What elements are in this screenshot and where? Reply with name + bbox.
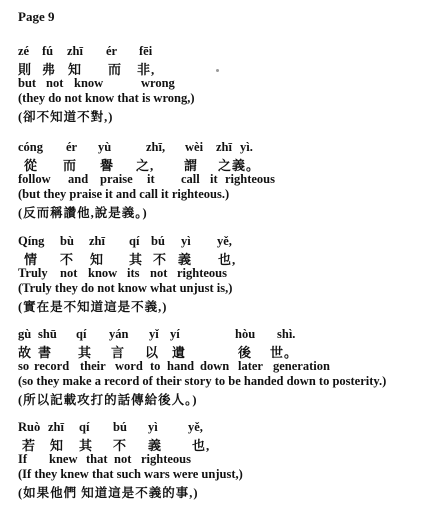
hanzi-char: 弗: [42, 62, 57, 77]
pinyin-word: yì.: [240, 140, 253, 154]
gloss-word: Truly: [18, 266, 48, 280]
hanzi-char: 之,: [136, 158, 155, 173]
hanzi-char: 其: [79, 438, 94, 453]
gloss-word: that: [86, 452, 108, 466]
gloss-word: their: [80, 359, 106, 373]
chinese-paraphrase-text: (如果他們 知道這是不義的事,): [18, 486, 199, 500]
pinyin-word: bú: [151, 234, 165, 248]
hanzi-char: 不: [113, 438, 128, 453]
paraphrase-text: (they do not know that is wrong,): [18, 91, 195, 105]
pinyin-word: bú: [113, 420, 127, 434]
hanzi-char: 不: [60, 252, 75, 267]
gloss-word: not: [114, 452, 132, 466]
hanzi-char: 譽: [100, 158, 115, 173]
gloss-word: to: [150, 359, 161, 373]
chinese-paraphrase-text: (所以記載攻打的話傳給後人。): [18, 393, 198, 407]
pinyin-word: qí: [129, 234, 140, 248]
hanzi-char: 從: [24, 158, 39, 173]
gloss-word: follow: [18, 172, 51, 186]
pinyin-word: fēi: [139, 44, 153, 58]
gloss-word: knew: [49, 452, 78, 466]
pinyin-word: yě,: [188, 420, 203, 434]
pinyin-word: zhī: [48, 420, 64, 434]
gloss-word: righteous: [177, 266, 227, 280]
hanzi-char: 之義。: [218, 158, 261, 173]
pinyin-word: shū: [38, 327, 57, 341]
gloss-word: not: [46, 76, 64, 90]
gloss-word: hand: [167, 359, 195, 373]
hanzi-char: 知: [50, 438, 65, 453]
gloss-word: but: [18, 76, 37, 90]
gloss-word: it: [147, 172, 155, 186]
paraphrase-text: (If they knew that such wars were unjust,): [18, 467, 243, 481]
hanzi-char: 而: [108, 62, 123, 77]
pinyin-word: wèi: [185, 140, 204, 154]
pinyin-word: shì.: [277, 327, 296, 341]
gloss-word: praise: [100, 172, 133, 186]
pinyin-word: zhī,: [146, 140, 166, 154]
pinyin-word: bù: [60, 234, 74, 248]
hanzi-char: 遺: [172, 345, 187, 360]
hanzi-char: 則: [18, 62, 33, 77]
pinyin-word: qí: [79, 420, 90, 434]
hanzi-char: 以: [145, 345, 160, 360]
pinyin-word: yǐ: [149, 327, 159, 341]
pinyin-word: ér: [66, 140, 78, 154]
pinyin-word: yě,: [217, 234, 232, 248]
pinyin-word: gù: [18, 327, 32, 341]
hanzi-char: 情: [24, 252, 39, 267]
pinyin-word: zhī: [67, 44, 83, 58]
hanzi-char: 謂: [184, 158, 199, 173]
pinyin-word: yí: [170, 327, 180, 341]
gloss-word: not: [150, 266, 168, 280]
pinyin-word: hòu: [235, 327, 256, 341]
gloss-word: later: [238, 359, 263, 373]
pinyin-word: fú: [42, 44, 54, 58]
paraphrase-text: (so they make a record of their story to be handed down to posterity.): [18, 374, 387, 388]
gloss-word: wrong: [141, 76, 175, 90]
hanzi-char: 言: [111, 345, 126, 360]
gloss-word: record: [34, 359, 70, 373]
page-number-label: Page 9: [18, 9, 55, 24]
gloss-word: and: [68, 172, 89, 186]
gloss-word: know: [88, 266, 118, 280]
pinyin-word: cóng: [18, 140, 43, 154]
hanzi-char: 其: [78, 345, 93, 360]
hanzi-char: 後: [238, 345, 253, 360]
hanzi-char: 其: [129, 252, 144, 267]
gloss-word: it: [210, 172, 218, 186]
chinese-paraphrase-text: (反而稱讚他,說是義。): [18, 206, 148, 220]
pinyin-word: ér: [106, 44, 118, 58]
hanzi-char: 知: [90, 252, 105, 267]
paraphrase-text: (but they praise it and call it righteous.): [18, 187, 230, 201]
paraphrase-text: (Truly they do not know what unjust is,): [18, 281, 233, 295]
pinyin-word: yán: [109, 327, 129, 341]
hanzi-char: 知: [68, 62, 83, 77]
gloss-word: call: [181, 172, 200, 186]
chinese-paraphrase-text: (卻不知道不對,): [18, 110, 114, 124]
hanzi-char: 故: [18, 345, 33, 360]
gloss-word: its: [127, 266, 140, 280]
gloss-word: so: [18, 359, 30, 373]
gloss-word: know: [74, 76, 104, 90]
pinyin-word: qí: [76, 327, 87, 341]
hanzi-char: 也,: [218, 252, 237, 267]
pinyin-word: zhī: [89, 234, 105, 248]
gloss-word: generation: [273, 359, 330, 373]
pinyin-word: zhī: [216, 140, 232, 154]
gloss-word: down: [200, 359, 230, 373]
gloss-word: righteous: [141, 452, 191, 466]
chinese-paraphrase-text: (實在是不知道這是不義,): [18, 300, 168, 314]
scan-speck: [216, 69, 219, 72]
hanzi-char: 義: [178, 252, 193, 267]
hanzi-char: 也,: [192, 438, 211, 453]
pinyin-word: yù: [98, 140, 112, 154]
pinyin-word: yì: [181, 234, 191, 248]
gloss-word: If: [18, 452, 28, 466]
pinyin-word: zé: [18, 44, 30, 58]
gloss-word: word: [115, 359, 143, 373]
hanzi-char: 不: [153, 252, 168, 267]
gloss-word: not: [60, 266, 78, 280]
hanzi-char: 而: [63, 158, 78, 173]
hanzi-char: 世。: [270, 345, 299, 360]
hanzi-char: 書: [38, 345, 53, 360]
hanzi-char: 若: [22, 438, 37, 453]
pinyin-word: Ruò: [18, 420, 41, 434]
gloss-word: righteous: [225, 172, 275, 186]
pinyin-word: Qíng: [18, 234, 45, 248]
hanzi-char: 義: [148, 438, 163, 453]
pinyin-word: yì: [148, 420, 158, 434]
hanzi-char: 非,: [137, 62, 156, 77]
